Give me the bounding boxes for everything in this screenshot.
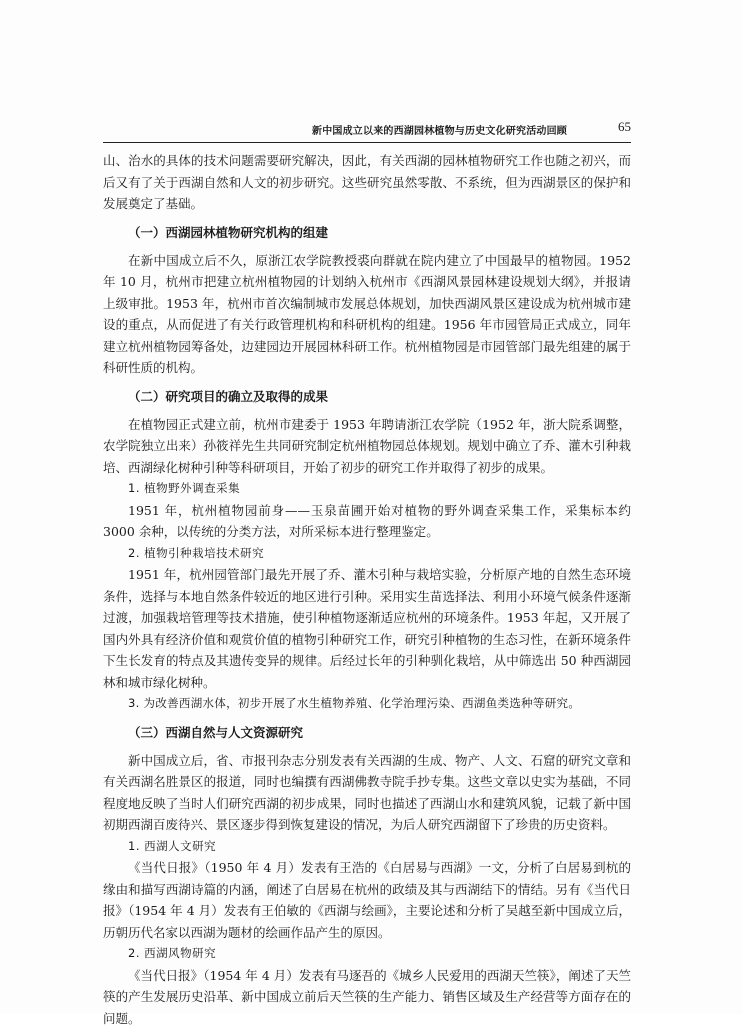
- running-title: 新中国成立以来的西湖园林植物与历史文化研究活动回顾: [312, 122, 567, 137]
- subheading-plant-survey: 1. 植物野外调查采集: [103, 478, 631, 500]
- header-rule: [103, 142, 631, 143]
- section-2-paragraph-2: 1951 年，杭州植物园前身——玉泉苗圃开始对植物的野外调查采集工作，采集标本约 3000 余种，以传统的分类方法，对所采标本进行整理鉴定。: [103, 500, 631, 543]
- running-header: [103, 118, 631, 138]
- list-item-water-research: 3. 为改善西湖水体，初步开展了水生植物养殖、化学治理污染、西湖鱼类选种等研究。: [103, 693, 631, 715]
- section-3-paragraph-2: 《当代日报》（1950 年 4 月）发表有王浩的《白居易与西湖》一文，分析了白居易到杭的缘由和描写西湖诗篇的内涵，阐述了白居易在杭州的政绩及其与西湖结下的情结。另有《当代日报》（1954 年 4 月）发表有王伯敏的《西湖与绘画》，主要论述和分析了吴越至新中国成立后，历朝历代名家以西湖为题材的绘画作品产生的原因。: [103, 857, 631, 943]
- section-heading-1: （一）西湖园林植物研究机构的组建: [128, 222, 631, 243]
- section-2-paragraph-3: 1951 年，杭州园管部门最先开展了乔、灌木引种与栽培实验，分析原产地的自然生态环境条件，选择与本地自然条件较近的地区进行引种。采用实生苗选择法、利用小环境气候条件逐渐过渡，加强栽培管理等技术措施，使引种植物逐渐适应杭州的环境条件。1953 年起，又开展了国内外具有经济价值和观赏价值的植物引种研究工作，研究引种植物的生态习性，在新环境条件下生长发育的特点及其遗传变异的规律。后经过长年的引种驯化栽培，从中筛选出 50 种西湖园林和城市绿化树种。: [103, 564, 631, 693]
- subheading-local-products: 2. 西湖风物研究: [103, 943, 631, 965]
- page-number: 65: [618, 119, 631, 135]
- section-3-paragraph-1: 新中国成立后，省、市报刊杂志分别发表有关西湖的生成、物产、人文、石窟的研究文章和有关西湖名胜景区的报道，同时也编撰有西湖佛教寺院手抄专集。这些文章以史实为基础，不同程度地反映了当时人们研究西湖的初步成果，同时也描述了西湖山水和建筑风貌，记载了新中国初期西湖百废待兴、景区逐步得到恢复建设的情况，为后人研究西湖留下了珍贵的历史资料。: [103, 750, 631, 836]
- section-heading-2: （二）研究项目的确立及取得的成果: [128, 386, 631, 407]
- intro-paragraph: 山、治水的具体的技术问题需要研究解决，因此，有关西湖的园林植物研究工作也随之初兴，而后又有了关于西湖自然和人文的初步研究。这些研究虽然零散、不系统，但为西湖景区的保护和发展奠定了基础。: [103, 150, 631, 215]
- subheading-plant-introduction: 2. 植物引种栽培技术研究: [103, 543, 631, 565]
- section-1-paragraph-1: 在新中国成立后不久，原浙江农学院教授裘向群就在院内建立了中国最早的植物园。1952 年 10 月，杭州市把建立杭州植物园的计划纳入杭州市《西湖风景园林建设规划大纲》，并报请上级审批。1953 年，杭州市首次编制城市发展总体规划，加快西湖风景区建设成为杭州城市建设的重点，从而促进了有关行政管理机构和科研机构的组建。1956 年市园管局正式成立，同年建立杭州植物园筹备处，边建园边开展园林科研工作。杭州植物园是市园管部门最先组建的属于科研性质的机构。: [103, 250, 631, 379]
- subheading-humanities: 1. 西湖人文研究: [103, 836, 631, 858]
- section-2-paragraph-1: 在植物园正式建立前，杭州市建委于 1953 年聘请浙江农学院（1952 年，浙大院系调整，农学院独立出来）孙筱祥先生共同研究制定杭州植物园总体规划。规划中确立了乔、灌木引种栽培、西湖绿化树种引种等科研项目，开始了初步的研究工作并取得了初步的成果。: [103, 414, 631, 479]
- body-text: [103, 150, 631, 1029]
- section-3-paragraph-3: 《当代日报》（1954 年 4 月）发表有马逐吾的《城乡人民爱用的西湖天竺筷》，阐述了天竺筷的产生发展历史沿革、新中国成立前后天竺筷的生产能力、销售区域及生产经营等方面存在的问题。: [103, 965, 631, 1029]
- section-heading-3: （三）西湖自然与人文资源研究: [128, 722, 631, 743]
